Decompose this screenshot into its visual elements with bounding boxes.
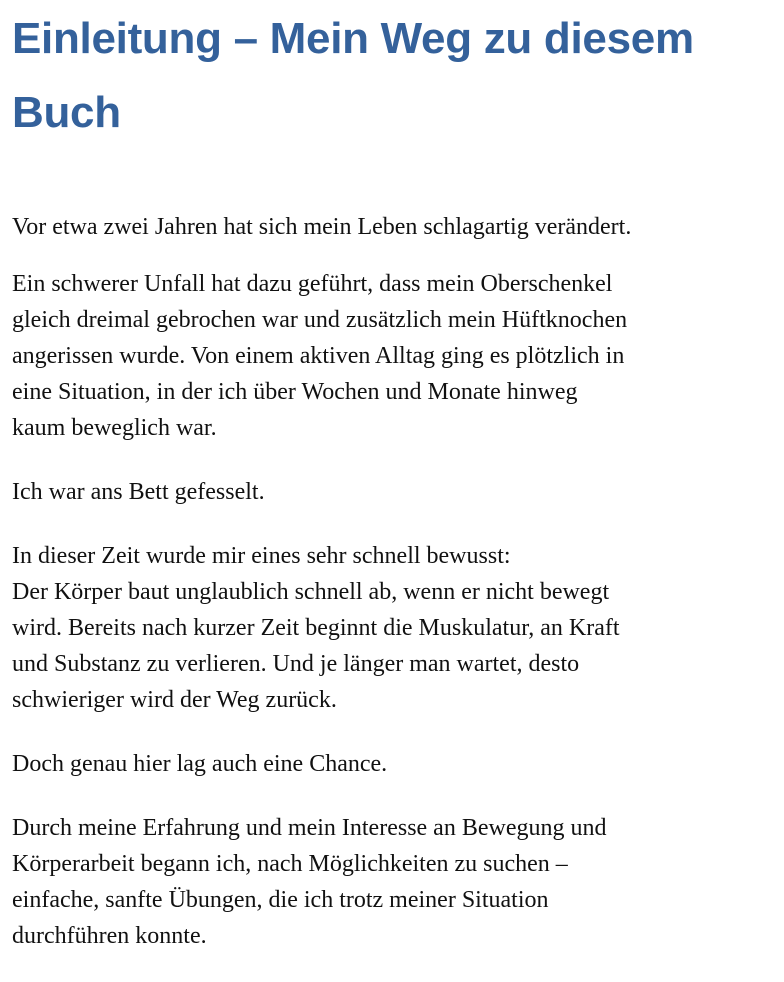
text-line: Ein schwerer Unfall hat dazu geführt, dass mein Oberschenkel <box>12 271 613 297</box>
paragraph <box>12 474 772 510</box>
text-line: Der Körper baut unglaublich schnell ab, wenn er nicht bewegt <box>12 579 610 605</box>
text-line: Vor etwa zwei Jahren hat sich mein Leben schlagartig verändert. <box>12 214 632 240</box>
paragraph <box>12 538 772 718</box>
paragraph <box>12 266 772 446</box>
paragraph <box>12 810 772 954</box>
document-page <box>12 0 772 982</box>
body-text <box>12 209 772 954</box>
text-line: eine Situation, in der ich über Wochen und Monate hinweg <box>12 379 578 405</box>
page-title <box>12 0 772 150</box>
text-line: durchführen konnte. <box>12 923 207 949</box>
paragraph <box>12 209 772 245</box>
text-line: Ich war ans Bett gefesselt. <box>12 479 265 505</box>
text-line: Körperarbeit begann ich, nach Möglichkeiten zu suchen – <box>12 851 568 877</box>
text-line: gleich dreimal gebrochen war und zusätzlich mein Hüftknochen <box>12 307 628 333</box>
text-line: angerissen wurde. Von einem aktiven Alltag ging es plötzlich in <box>12 343 625 369</box>
text-line: kaum beweglich war. <box>12 415 217 441</box>
text-line: Doch genau hier lag auch eine Chance. <box>12 751 388 777</box>
title-line-1: Einleitung – Mein Weg zu diesem <box>12 14 694 63</box>
text-line: Durch meine Erfahrung und mein Interesse an Bewegung und <box>12 815 607 841</box>
text-line: einfache, sanfte Übungen, die ich trotz meiner Situation <box>12 887 549 913</box>
text-line: In dieser Zeit wurde mir eines sehr schnell bewusst: <box>12 543 511 569</box>
text-line: wird. Bereits nach kurzer Zeit beginnt die Muskulatur, an Kraft <box>12 615 620 641</box>
paragraph <box>12 746 772 782</box>
text-line: schwieriger wird der Weg zurück. <box>12 687 337 713</box>
title-line-2: Buch <box>12 88 121 137</box>
text-line: und Substanz zu verlieren. Und je länger man wartet, desto <box>12 651 580 677</box>
